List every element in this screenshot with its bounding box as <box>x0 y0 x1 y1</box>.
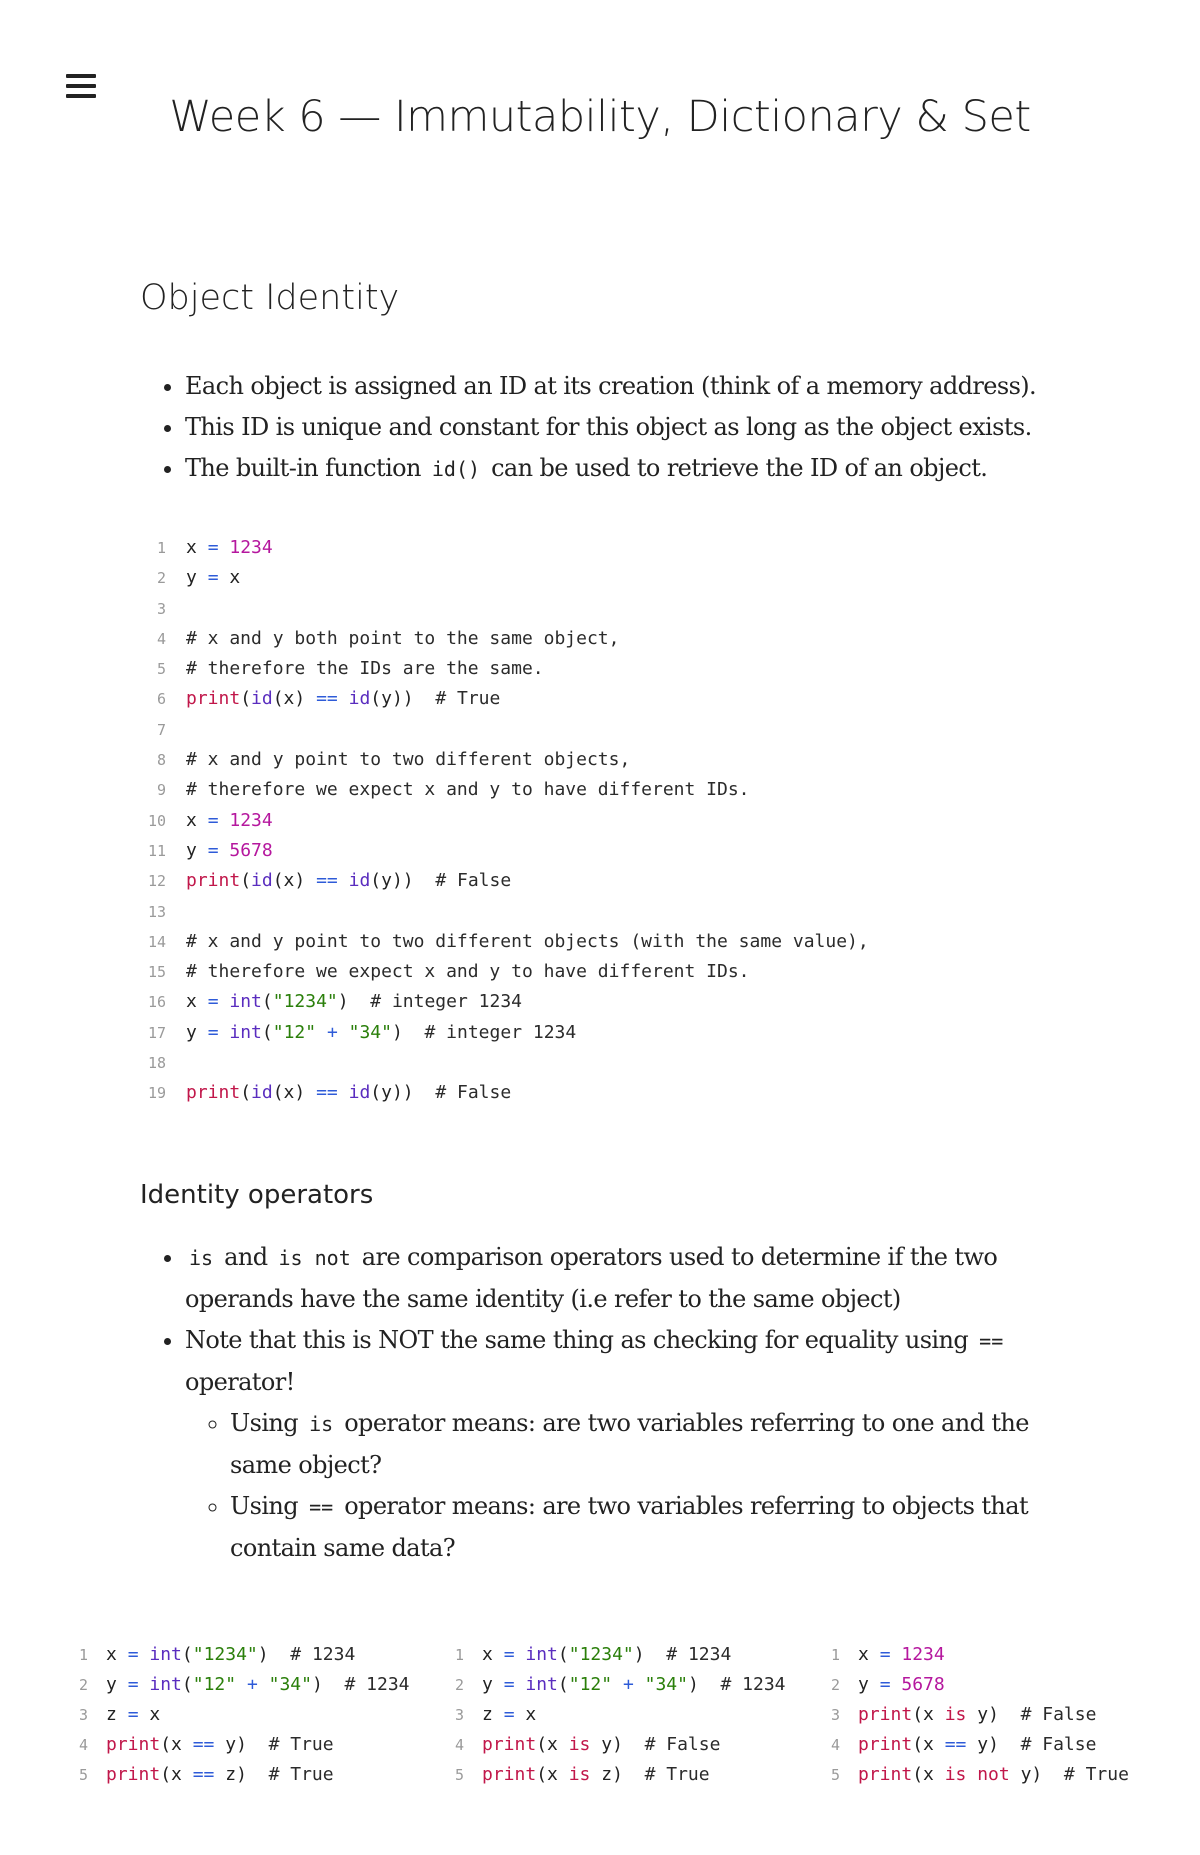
code-block-is-example <box>446 1640 786 1790</box>
code-token <box>338 1022 349 1043</box>
code-token: y) <box>590 1734 645 1755</box>
code-token: # integer 1234 <box>424 1021 577 1043</box>
bullet-text: Using <box>230 1492 306 1520</box>
code-token: ( <box>557 1644 569 1665</box>
code-token: ( <box>261 1021 273 1043</box>
bullet-item <box>185 366 1100 407</box>
code-token <box>236 1674 247 1695</box>
code-token: id <box>348 870 371 892</box>
code-token: ) <box>391 1021 425 1043</box>
code-token: = <box>503 1704 515 1725</box>
code-token: print <box>858 1764 913 1785</box>
code-token: int <box>229 991 262 1013</box>
bullet-item <box>185 1237 1070 1320</box>
code-token: is <box>944 1704 967 1725</box>
code-token: x <box>138 1704 161 1725</box>
line-number: 3 <box>78 1706 88 1724</box>
line-number: 1 <box>78 1646 88 1664</box>
line-number: 4 <box>454 1736 464 1754</box>
code-token: id <box>251 688 273 710</box>
code-token: (y)) <box>370 688 436 710</box>
code-token: # therefore the IDs are the same. <box>186 658 544 680</box>
code-token: # True <box>644 1764 710 1785</box>
code-token <box>338 1082 349 1103</box>
section-title-identity-operators: Identity operators <box>140 1180 374 1210</box>
identity-operators-section <box>140 1180 1100 1210</box>
code-token: # True <box>268 1764 334 1785</box>
code-token: y) <box>214 1734 269 1755</box>
code-token <box>612 1674 623 1695</box>
bullet-text: operator means: are two variables referring to objects that contain same data? <box>230 1492 1029 1562</box>
code-token: ( <box>240 688 252 710</box>
code-line <box>138 624 869 654</box>
line-number: 4 <box>830 1736 840 1754</box>
sub-bullet-list <box>185 1403 1070 1569</box>
code-token: x <box>218 567 241 589</box>
code-token: (x <box>160 1734 193 1755</box>
section-title-object-identity: Object Identity <box>140 278 400 318</box>
code-token: # False <box>644 1734 721 1755</box>
code-token <box>515 1644 526 1665</box>
code-token: ( <box>261 991 273 1013</box>
code-token: print <box>106 1734 161 1755</box>
code-token: = <box>879 1674 891 1695</box>
code-token: ( <box>240 1082 252 1104</box>
code-token: # x and y both point to the same object, <box>186 627 620 649</box>
code-token: y) <box>966 1704 1021 1725</box>
page-title: Week 6 — Immutability, Dictionary & Set <box>169 92 1031 142</box>
code-token: id <box>251 1082 273 1104</box>
identity-operators-bullets <box>140 1237 1070 1569</box>
code-token: = <box>207 809 219 831</box>
object-identity-section <box>140 278 1100 318</box>
code-token: x <box>514 1704 537 1725</box>
code-token <box>139 1644 150 1665</box>
code-line <box>138 987 869 1017</box>
code-token: int <box>525 1674 558 1695</box>
code-token: y <box>482 1674 504 1695</box>
code-line <box>138 594 869 624</box>
code-token: # False <box>435 870 512 892</box>
code-token: = <box>127 1644 139 1665</box>
line-number: 5 <box>78 1766 88 1784</box>
code-line <box>138 715 869 745</box>
code-line <box>138 897 869 927</box>
code-token: is <box>568 1764 591 1785</box>
code-line <box>822 1700 1129 1730</box>
inline-code: id() <box>431 457 481 481</box>
code-token: == <box>192 1764 215 1785</box>
code-token: is not <box>944 1764 1010 1785</box>
code-token: # False <box>1020 1704 1097 1725</box>
code-token: (x) <box>272 870 317 892</box>
code-token: print <box>482 1734 537 1755</box>
line-number: 17 <box>147 1023 166 1042</box>
code-token: = <box>879 1644 891 1665</box>
code-token <box>634 1674 645 1695</box>
code-token: z) <box>214 1764 269 1785</box>
code-token: z <box>482 1704 504 1725</box>
line-number: 2 <box>156 569 166 588</box>
code-token: # 1234 <box>720 1674 786 1695</box>
line-number: 4 <box>78 1736 88 1754</box>
code-token: ( <box>240 870 252 892</box>
line-number: 7 <box>156 720 166 739</box>
code-token: int <box>525 1644 558 1665</box>
code-line <box>446 1760 786 1790</box>
bullet-text: Using <box>230 1409 306 1437</box>
line-number: 5 <box>454 1766 464 1784</box>
line-number: 2 <box>454 1676 464 1694</box>
code-token: print <box>482 1764 537 1785</box>
code-token: (x) <box>272 1082 317 1104</box>
inline-code: is not <box>278 1246 351 1270</box>
code-line <box>446 1700 786 1730</box>
code-line <box>138 866 869 896</box>
line-number: 8 <box>156 751 166 770</box>
line-number: 3 <box>454 1706 464 1724</box>
code-line <box>138 927 869 957</box>
code-token: y <box>186 839 208 861</box>
inline-code: == <box>309 1495 334 1519</box>
code-line <box>446 1670 786 1700</box>
bullet-item <box>185 1320 1070 1569</box>
code-token: # 1234 <box>290 1644 356 1665</box>
code-line <box>446 1640 786 1670</box>
code-token: = <box>207 1021 219 1043</box>
line-number: 1 <box>830 1646 840 1664</box>
code-token: + <box>622 1674 634 1695</box>
code-token: # False <box>435 1082 512 1104</box>
code-line <box>138 654 869 684</box>
code-token <box>891 1674 902 1695</box>
code-token: "1234" <box>192 1644 258 1665</box>
code-token <box>219 810 230 831</box>
code-token: == <box>316 688 338 710</box>
code-token: is <box>568 1734 591 1755</box>
line-number: 3 <box>830 1706 840 1724</box>
line-number: 2 <box>830 1676 840 1694</box>
sub-bullet-item <box>230 1486 1070 1569</box>
inline-code: is <box>189 1246 214 1270</box>
code-line <box>138 533 869 563</box>
code-token: # therefore we expect x and y to have different IDs. <box>186 961 750 983</box>
sub-bullet-item <box>230 1403 1070 1486</box>
code-token: x <box>186 537 208 558</box>
code-token: (x <box>536 1734 569 1755</box>
line-number: 11 <box>147 841 166 860</box>
code-token: "34" <box>644 1674 688 1695</box>
line-number: 3 <box>156 599 166 618</box>
code-token: # integer 1234 <box>370 991 522 1013</box>
code-token: # x and y point to two different objects, <box>186 749 631 771</box>
code-token: x <box>106 1644 128 1665</box>
code-token: = <box>207 537 219 558</box>
code-token: (x <box>160 1764 193 1785</box>
code-token: (y)) <box>370 1082 436 1104</box>
code-token: y <box>106 1674 128 1695</box>
code-token: "12" <box>272 1021 317 1043</box>
code-token: int <box>149 1644 182 1665</box>
code-line <box>138 563 869 593</box>
code-token: "34" <box>268 1674 312 1695</box>
inline-code: is <box>309 1412 334 1436</box>
code-token: ) <box>633 1644 667 1665</box>
code-block-is-not-example <box>822 1640 1129 1790</box>
bullet-item <box>185 448 1100 490</box>
code-token: "1234" <box>272 991 338 1013</box>
code-token: (x <box>912 1704 945 1725</box>
line-number: 6 <box>156 690 166 709</box>
code-token: # True <box>268 1734 334 1755</box>
code-token <box>338 870 349 891</box>
code-token: print <box>186 1082 241 1104</box>
code-token: x <box>858 1644 880 1665</box>
code-token: ) <box>337 991 371 1013</box>
code-token: (x <box>912 1764 945 1785</box>
code-token: "12" <box>568 1674 613 1695</box>
line-number: 15 <box>147 963 166 982</box>
code-line <box>138 806 869 836</box>
code-line <box>822 1760 1129 1790</box>
code-token: y) <box>966 1734 1021 1755</box>
code-line <box>822 1670 1129 1700</box>
line-number: 10 <box>147 811 166 830</box>
code-token: # therefore we expect x and y to have different IDs. <box>186 779 750 801</box>
code-token <box>338 688 349 709</box>
code-token: 5678 <box>901 1674 945 1695</box>
line-number: 4 <box>156 629 166 648</box>
code-block-equality-example <box>70 1640 410 1790</box>
line-number: 18 <box>147 1054 166 1073</box>
code-line <box>446 1730 786 1760</box>
bullet-text: Note that this is NOT the same thing as checking for equality using <box>185 1326 976 1354</box>
bullet-text: operator means: are two variables referring to one and the same object? <box>230 1409 1029 1479</box>
bullet-list <box>140 366 1100 490</box>
code-token: (x) <box>272 688 317 710</box>
code-token: == <box>316 870 338 892</box>
line-number: 16 <box>147 993 166 1012</box>
code-token: # True <box>435 688 501 710</box>
code-token <box>219 537 230 558</box>
code-token: print <box>106 1764 161 1785</box>
code-token: "1234" <box>568 1644 634 1665</box>
line-number: 12 <box>147 872 166 891</box>
code-token: == <box>944 1734 967 1755</box>
code-token: = <box>127 1674 139 1695</box>
code-token <box>139 1674 150 1695</box>
bullet-text: and <box>217 1243 275 1271</box>
code-token: print <box>186 870 241 892</box>
code-token: # 1234 <box>666 1644 732 1665</box>
code-token: ( <box>557 1674 569 1695</box>
code-token: = <box>207 839 219 861</box>
code-token: # True <box>1063 1764 1129 1785</box>
code-token: x <box>186 991 208 1013</box>
code-token: = <box>503 1644 515 1665</box>
code-token: id <box>348 1082 371 1104</box>
line-number: 14 <box>147 932 166 951</box>
code-token: ) <box>311 1674 345 1695</box>
code-token: y) <box>1009 1764 1064 1785</box>
code-token: (x <box>912 1734 945 1755</box>
code-token: "34" <box>348 1021 392 1043</box>
code-token: = <box>503 1674 515 1695</box>
code-token: # 1234 <box>344 1674 410 1695</box>
code-line <box>138 1018 869 1048</box>
bullet-text: The built-in function <box>185 454 428 482</box>
code-line <box>70 1730 410 1760</box>
line-number: 19 <box>147 1084 166 1103</box>
code-token: (y)) <box>370 870 436 892</box>
code-line <box>138 745 869 775</box>
code-line <box>822 1730 1129 1760</box>
bullet-item <box>185 407 1100 448</box>
code-token: == <box>316 1082 338 1104</box>
line-number: 1 <box>454 1646 464 1664</box>
code-token: = <box>207 991 219 1013</box>
code-token: print <box>858 1734 913 1755</box>
code-token: = <box>207 567 219 589</box>
code-line <box>138 836 869 866</box>
code-line <box>138 775 869 805</box>
line-number: 5 <box>830 1766 840 1784</box>
code-token <box>316 1022 327 1043</box>
bullet-text: operator! <box>185 1368 295 1396</box>
code-token: ( <box>181 1644 193 1665</box>
code-line <box>138 957 869 987</box>
object-identity-bullets <box>140 366 1100 490</box>
code-token <box>219 840 230 861</box>
code-token: # False <box>1020 1734 1097 1755</box>
code-token: 1234 <box>229 809 273 831</box>
bullet-list <box>140 1237 1070 1569</box>
code-token <box>891 1644 902 1665</box>
code-line <box>138 1048 869 1078</box>
code-token: 1234 <box>901 1644 945 1665</box>
code-line <box>138 1078 869 1108</box>
code-token: 5678 <box>229 839 273 861</box>
code-token: y <box>858 1674 880 1695</box>
code-token: print <box>858 1704 913 1725</box>
code-token: ) <box>687 1674 721 1695</box>
line-number: 9 <box>156 781 166 800</box>
code-line <box>70 1760 410 1790</box>
code-token: y <box>186 1021 208 1043</box>
inline-code: == <box>979 1329 1004 1353</box>
code-line <box>70 1640 410 1670</box>
code-token: + <box>326 1021 338 1043</box>
line-number: 1 <box>156 539 166 557</box>
code-block-object-identity <box>138 533 869 1109</box>
code-token: ( <box>181 1674 193 1695</box>
code-token: == <box>192 1734 215 1755</box>
code-token: int <box>149 1674 182 1695</box>
code-token <box>258 1674 269 1695</box>
code-token: id <box>251 870 273 892</box>
code-token: + <box>246 1674 258 1695</box>
code-line <box>70 1700 410 1730</box>
code-token: z) <box>590 1764 645 1785</box>
code-line <box>70 1670 410 1700</box>
bullet-text: This ID is unique and constant for this object as long as the object exists. <box>185 413 1032 441</box>
code-token: # x and y point to two different objects (with the same value), <box>186 930 869 952</box>
code-token: = <box>127 1704 139 1725</box>
code-line <box>822 1640 1129 1670</box>
code-token <box>219 1022 230 1043</box>
code-token: "12" <box>192 1674 237 1695</box>
code-token: ) <box>257 1644 291 1665</box>
code-token <box>515 1674 526 1695</box>
code-token: id <box>348 688 371 710</box>
line-number: 13 <box>147 902 166 921</box>
bullet-text: Each object is assigned an ID at its creation (think of a memory address). <box>185 372 1037 400</box>
code-token: 1234 <box>229 537 273 558</box>
code-token: int <box>229 1021 262 1043</box>
code-token: print <box>186 688 241 710</box>
code-token: x <box>482 1644 504 1665</box>
line-number: 5 <box>156 660 166 679</box>
bullet-text: are comparison operators used to determine if the two operands have the same identity (i.e refer to the same object) <box>185 1243 998 1313</box>
code-line <box>138 684 869 714</box>
code-token <box>219 991 230 1012</box>
code-token: x <box>186 809 208 831</box>
code-token: (x <box>536 1764 569 1785</box>
code-token: y <box>186 567 208 589</box>
line-number: 2 <box>78 1676 88 1694</box>
bullet-text: can be used to retrieve the ID of an object. <box>484 454 988 482</box>
code-token: z <box>106 1704 128 1725</box>
